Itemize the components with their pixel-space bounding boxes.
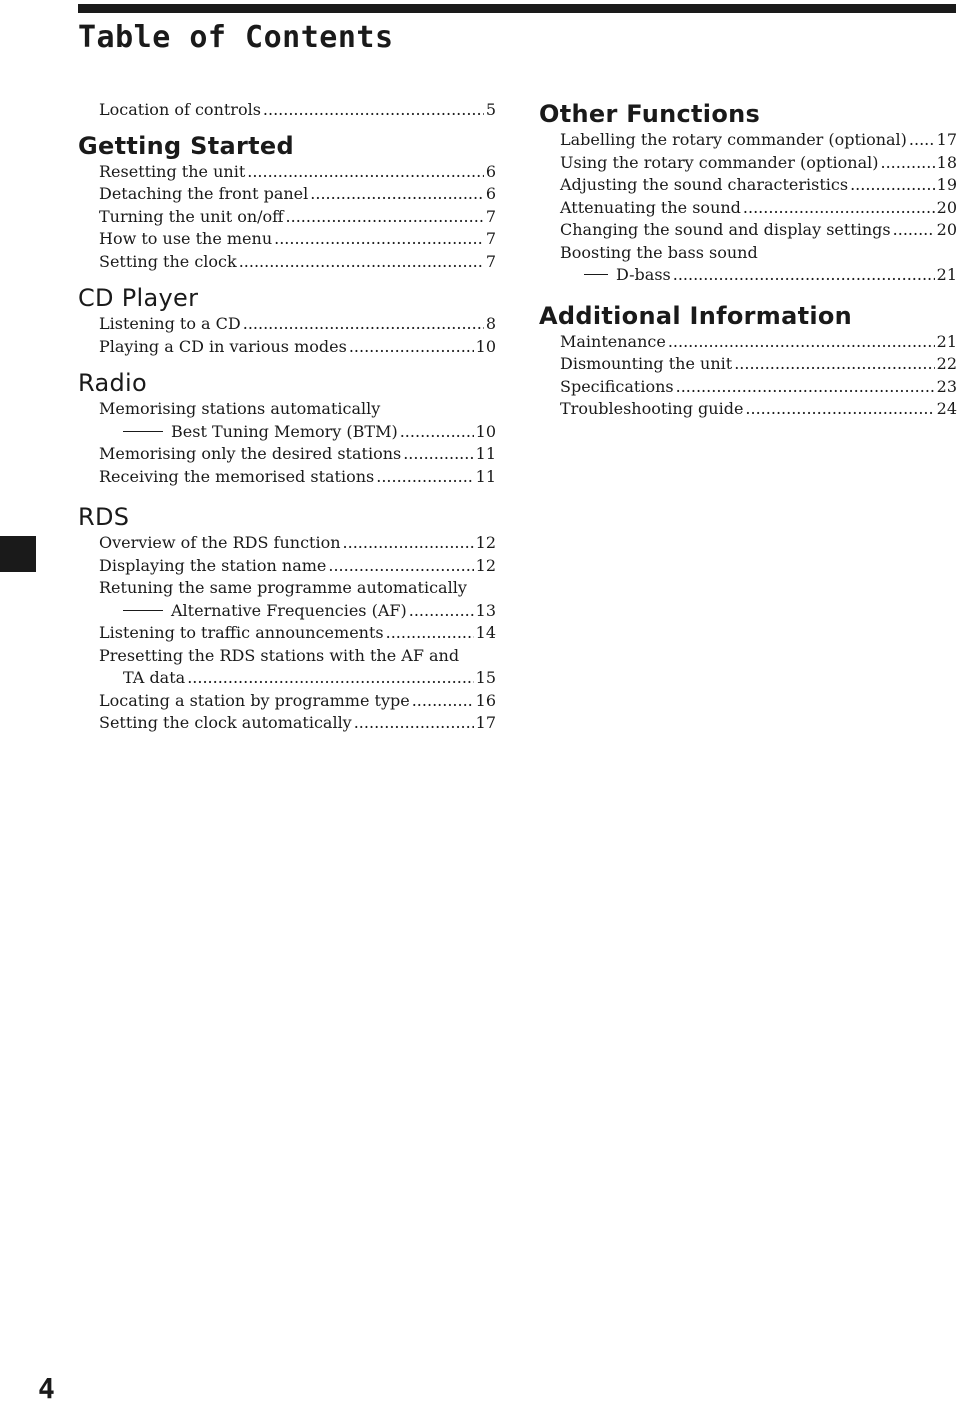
toc-entry[interactable]: Overview of the RDS function ..... 12 [78, 532, 496, 555]
section-title-cd-player: CD Player [78, 284, 199, 312]
toc-entry[interactable]: Dismounting the unit ..... 22 [539, 353, 957, 376]
side-tab-marker [0, 536, 36, 572]
toc-entry-line[interactable]: Memorising stations automatically [99, 399, 381, 418]
toc-right-column [539, 99, 957, 431]
section-title-getting-started: Getting Started [78, 131, 294, 160]
em-dash [584, 274, 608, 275]
toc-entry[interactable]: Changing the sound and display settings ..... 20 [539, 219, 957, 242]
toc-entry[interactable]: How to use the menu ..... 7 [78, 228, 496, 251]
toc-entry[interactable]: Attenuating the sound ..... 20 [539, 197, 957, 220]
toc-entry[interactable]: Troubleshooting guide ..... 24 [539, 398, 957, 421]
section-title-additional-information: Additional Information [539, 301, 853, 330]
toc-entry[interactable]: Playing a CD in various modes ..... 10 [78, 336, 496, 359]
section-other-functions [539, 129, 957, 287]
section-additional-information [539, 331, 957, 421]
toc-entry-line[interactable]: Presetting the RDS stations with the AF and [99, 645, 460, 665]
toc-entry[interactable]: Adjusting the sound characteristics ..... 19 [539, 174, 957, 197]
toc-entry[interactable]: Resetting the unit ..... 6 [78, 161, 496, 184]
section-cd-player [78, 313, 496, 358]
toc-left-column [78, 99, 496, 745]
toc-entry[interactable]: Displaying the station name ..... 12 [78, 555, 496, 578]
page-title: Table of Contents [78, 20, 394, 55]
toc-entry[interactable]: Setting the clock automatically ..... 17 [78, 712, 496, 735]
section-radio [78, 398, 496, 488]
toc-entry[interactable]: Labelling the rotary commander (optional) ..... 17 [539, 129, 957, 152]
toc-entry[interactable]: Location of controls ..... 5 [78, 99, 496, 122]
toc-entry[interactable]: Locating a station by programme type ..... 16 [78, 690, 496, 713]
toc-entry[interactable]: Listening to a CD ..... 8 [78, 313, 496, 336]
section-title-other-functions: Other Functions [539, 100, 761, 128]
toc-entry[interactable]: Listening to traffic announcements ..... 14 [78, 622, 496, 645]
toc-entry-line[interactable]: Retuning the same programme automatically [99, 578, 467, 597]
toc-entry[interactable]: Maintenance ..... 21 [539, 331, 957, 354]
toc-entry[interactable]: Turning the unit on/off ..... 7 [78, 206, 496, 229]
page-number: 4 [38, 1372, 55, 1405]
toc-entry[interactable]: Receiving the memorised stations ..... 11 [78, 466, 496, 489]
toc-entry-line[interactable]: Boosting the bass sound [560, 242, 758, 262]
section-title-radio: Radio [78, 369, 147, 397]
toc-entry[interactable]: Using the rotary commander (optional) ..... 18 [539, 152, 957, 175]
toc-entry[interactable]: Memorising only the desired stations ..... 11 [78, 443, 496, 466]
section-title-rds: RDS [78, 503, 130, 531]
toc-entry[interactable]: D-bass ..... 21 [539, 264, 957, 287]
toc-entry[interactable]: Alternative Frequencies (AF) ..... 13 [78, 600, 496, 623]
toc-entry[interactable]: TA data ..... 15 [78, 667, 496, 690]
toc-entry[interactable]: Best Tuning Memory (BTM) ..... 10 [78, 421, 496, 444]
section-getting-started [78, 161, 496, 274]
top-rule [78, 4, 956, 13]
em-dash [123, 431, 163, 432]
toc-entry[interactable]: Specifications ..... 23 [539, 376, 957, 399]
toc-intro [78, 99, 496, 122]
toc-entry[interactable]: Setting the clock ..... 7 [78, 251, 496, 274]
section-rds [78, 532, 496, 735]
em-dash [123, 610, 163, 611]
toc-entry[interactable]: Detaching the front panel ..... 6 [78, 183, 496, 206]
